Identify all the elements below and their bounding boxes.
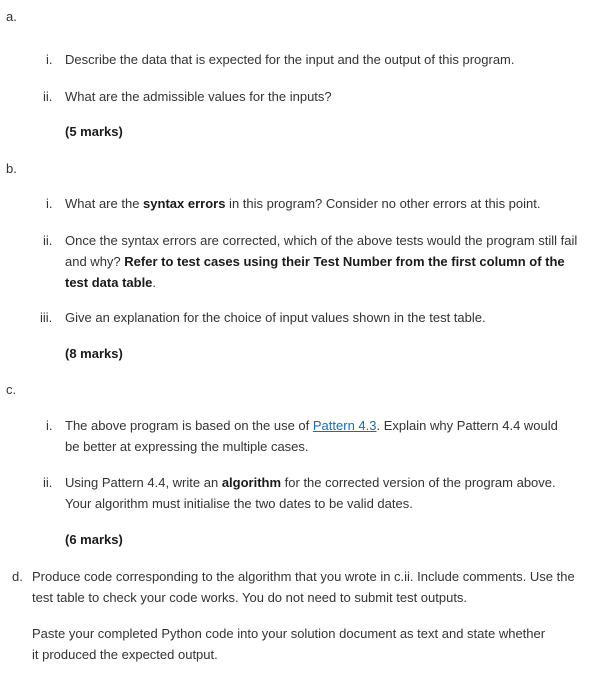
b-iii-marker: iii. [40,310,53,325]
section-b-label: b. [6,161,17,176]
c-i-marker: i. [46,418,53,433]
b-i-text: What are the syntax errors in this program? Consider no other errors at this point. [65,196,541,211]
a-i-marker: i. [46,52,53,67]
d-paste-text: Paste your completed Python code into your solution document as text and state whether it produced the expected output. [32,626,546,662]
a-ii-marker: ii. [43,89,53,104]
a-marks: (5 marks) [65,124,123,139]
a-i-text: Describe the data that is expected for the input and the output of this program. [65,52,515,67]
b-marks: (8 marks) [65,346,123,361]
b-iii-text: Give an explanation for the choice of input values shown in the test table. [65,310,486,325]
c-ii-text: Using Pattern 4.4, write an algorithm for the corrected version of the program above. Your algorithm must initialise the two dates to be valid dates. [65,475,556,511]
section-a-label: a. [6,9,17,24]
b-ii-marker: ii. [43,233,53,248]
section-d-label: d. [12,569,23,584]
b-i-marker: i. [46,196,53,211]
c-ii-marker: ii. [43,475,53,490]
b-ii-text: Once the syntax errors are corrected, which of the above tests would the program still fail and why? Refer to test cases using their Test Number from the first column of the test data table. [65,233,578,290]
a-ii-text: What are the admissible values for the inputs? [65,89,332,104]
d-text: Produce code corresponding to the algorithm that you wrote in c.ii. Include comments. Use the test table to check your code works. You do not need to submit test outputs. [32,569,575,605]
section-c-label: c. [6,382,17,397]
pattern-4-3-link[interactable]: Pattern 4.3 [312,418,377,433]
c-i-text: The above program is based on the use of Pattern 4.3. Explain why Pattern 4.4 would be better at expressing the multiple cases. [65,418,558,454]
c-marks: (6 marks) [65,532,123,547]
